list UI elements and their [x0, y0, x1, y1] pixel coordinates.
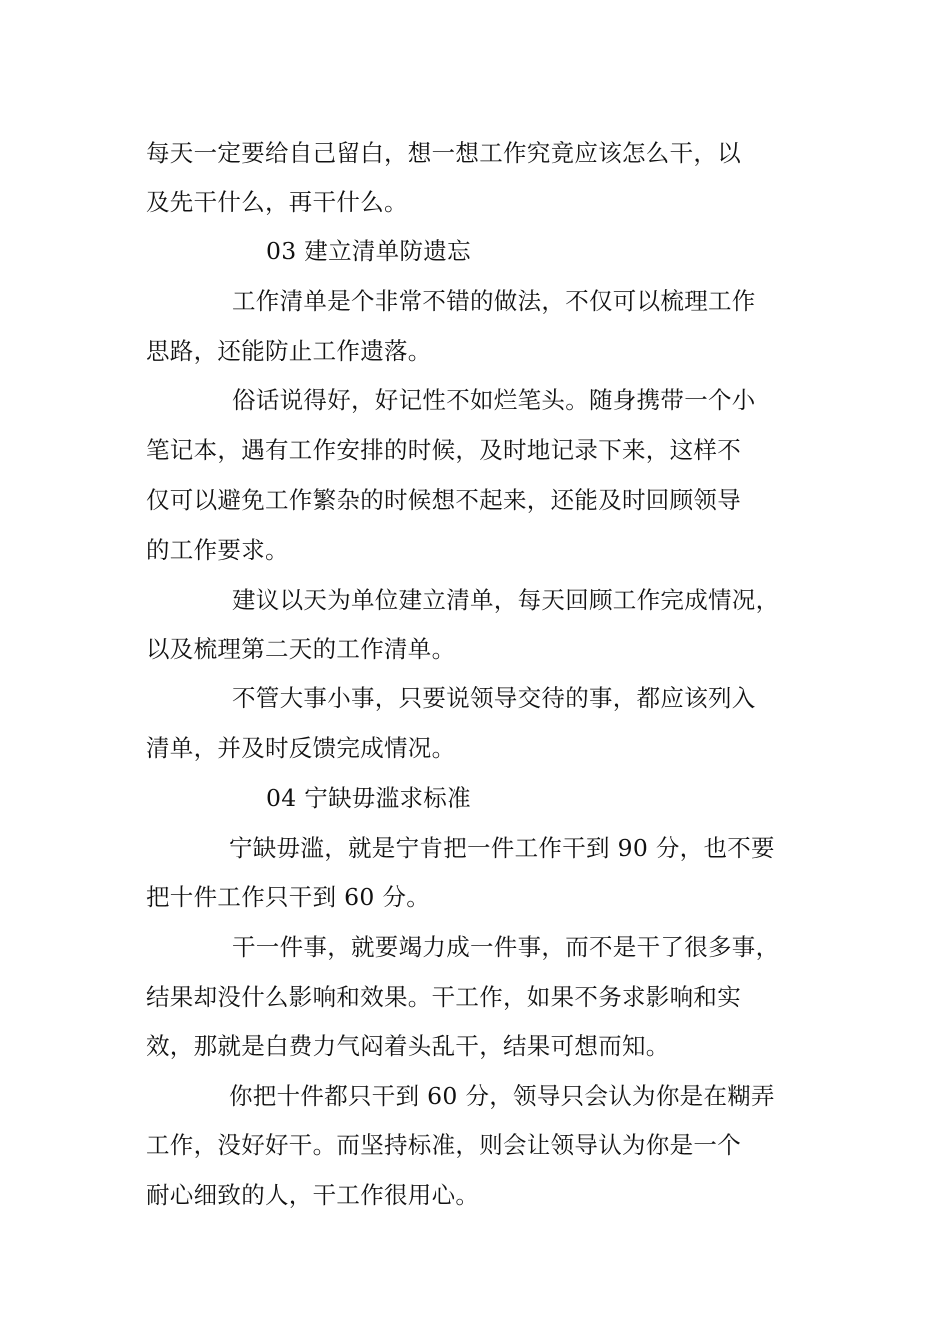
paragraph-line: 不管大事小事，只要说领导交待的事，都应该列入: [232, 684, 756, 712]
paragraph-line: 俗话说得好，好记性不如烂笔头。随身携带一个小: [232, 386, 756, 414]
paragraph-line: 工作清单是个非常不错的做法，不仅可以梳理工作: [232, 287, 756, 315]
paragraph-line: 笔记本，遇有工作安排的时候，及时地记录下来，这样不: [146, 436, 741, 464]
paragraph-line: 思路，还能防止工作遗落。: [146, 337, 432, 365]
paragraph-line: 效，那就是白费力气闷着头乱干，结果可想而知。: [146, 1032, 670, 1060]
paragraph-line: 宁缺毋滥，就是宁肯把一件工作干到 90 分，也不要: [229, 834, 775, 862]
paragraph-line: 干一件事，就要竭力成一件事，而不是干了很多事，: [232, 933, 780, 961]
paragraph-line: 耐心细致的人，干工作很用心。: [146, 1181, 480, 1209]
paragraph-line: 的工作要求。: [146, 536, 289, 564]
section-heading-04: 04 宁缺毋滥求标准: [266, 784, 471, 812]
paragraph-line: 你把十件都只干到 60 分，领导只会认为你是在糊弄: [229, 1082, 775, 1110]
section-heading-03: 03 建立清单防遗忘: [266, 237, 471, 265]
paragraph-line: 清单，并及时反馈完成情况。: [146, 734, 456, 762]
paragraph-line: 每天一定要给自己留白，想一想工作究竟应该怎么干，以: [146, 139, 741, 167]
paragraph-line: 及先干什么，再干什么。: [146, 188, 408, 216]
paragraph-line: 以及梳理第二天的工作清单。: [146, 635, 456, 663]
paragraph-line: 仅可以避免工作繁杂的时候想不起来，还能及时回顾领导: [146, 486, 741, 514]
paragraph-line: 建议以天为单位建立清单，每天回顾工作完成情况，: [232, 586, 780, 614]
paragraph-line: 把十件工作只干到 60 分。: [146, 883, 431, 911]
paragraph-line: 结果却没什么影响和效果。干工作，如果不务求影响和实: [146, 983, 741, 1011]
paragraph-line: 工作，没好好干。而坚持标准，则会让领导认为你是一个: [146, 1131, 741, 1159]
